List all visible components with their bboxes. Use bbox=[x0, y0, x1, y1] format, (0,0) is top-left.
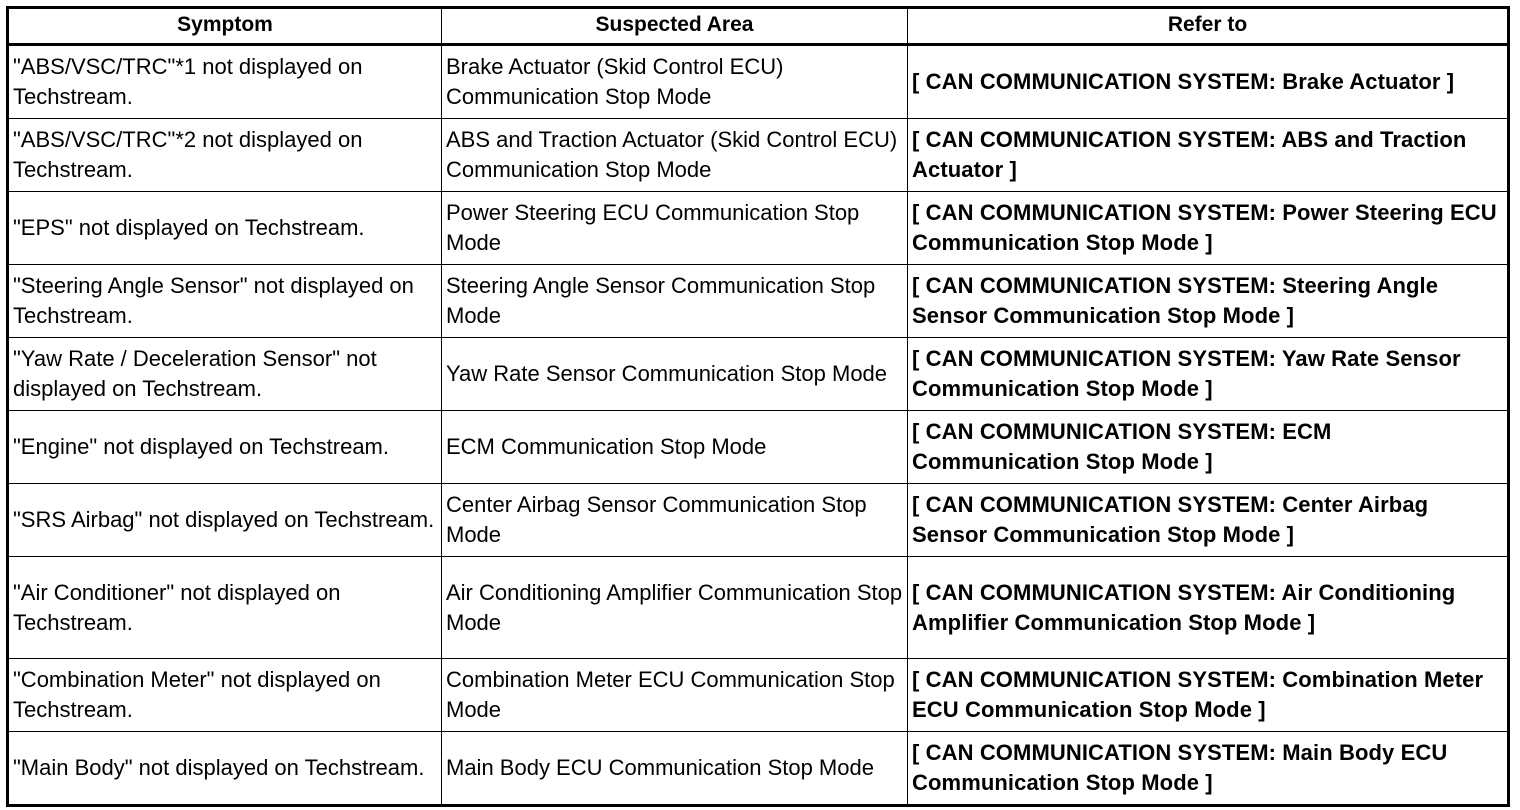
refer-to-link[interactable]: [ CAN COMMUNICATION SYSTEM: Steering Angle Sensor Communication Stop Mode ] bbox=[908, 265, 1509, 338]
table-row bbox=[8, 557, 1509, 659]
symptom-cell: "Main Body" not displayed on Techstream. bbox=[8, 732, 442, 806]
table-row bbox=[8, 659, 1509, 732]
table-row bbox=[8, 484, 1509, 557]
symptom-cell: "Engine" not displayed on Techstream. bbox=[8, 411, 442, 484]
table-row bbox=[8, 45, 1509, 119]
refer-to-link[interactable]: [ CAN COMMUNICATION SYSTEM: Main Body ECU Communication Stop Mode ] bbox=[908, 732, 1509, 806]
header-refer-to: Refer to bbox=[908, 8, 1509, 45]
table-row bbox=[8, 338, 1509, 411]
suspected-area-cell: Combination Meter ECU Communication Stop Mode bbox=[442, 659, 908, 732]
symptom-cell: "Steering Angle Sensor" not displayed on Techstream. bbox=[8, 265, 442, 338]
symptom-cell: "Yaw Rate / Deceleration Sensor" not displayed on Techstream. bbox=[8, 338, 442, 411]
table-row bbox=[8, 411, 1509, 484]
table-header-row bbox=[8, 8, 1509, 45]
refer-to-link[interactable]: [ CAN COMMUNICATION SYSTEM: Brake Actuator ] bbox=[908, 45, 1509, 119]
suspected-area-cell: Steering Angle Sensor Communication Stop Mode bbox=[442, 265, 908, 338]
refer-to-link[interactable]: [ CAN COMMUNICATION SYSTEM: Power Steering ECU Communication Stop Mode ] bbox=[908, 192, 1509, 265]
symptom-cell: "SRS Airbag" not displayed on Techstream. bbox=[8, 484, 442, 557]
table-row bbox=[8, 265, 1509, 338]
suspected-area-cell: Brake Actuator (Skid Control ECU) Communication Stop Mode bbox=[442, 45, 908, 119]
refer-to-link[interactable]: [ CAN COMMUNICATION SYSTEM: Combination Meter ECU Communication Stop Mode ] bbox=[908, 659, 1509, 732]
suspected-area-cell: Power Steering ECU Communication Stop Mode bbox=[442, 192, 908, 265]
suspected-area-cell: ECM Communication Stop Mode bbox=[442, 411, 908, 484]
refer-to-link[interactable]: [ CAN COMMUNICATION SYSTEM: Yaw Rate Sensor Communication Stop Mode ] bbox=[908, 338, 1509, 411]
table-row bbox=[8, 119, 1509, 192]
refer-to-link[interactable]: [ CAN COMMUNICATION SYSTEM: ABS and Traction Actuator ] bbox=[908, 119, 1509, 192]
table-row bbox=[8, 192, 1509, 265]
refer-to-link[interactable]: [ CAN COMMUNICATION SYSTEM: Center Airbag Sensor Communication Stop Mode ] bbox=[908, 484, 1509, 557]
refer-to-link[interactable]: [ CAN COMMUNICATION SYSTEM: ECM Communication Stop Mode ] bbox=[908, 411, 1509, 484]
symptom-cell: "ABS/VSC/TRC"*1 not displayed on Techstream. bbox=[8, 45, 442, 119]
suspected-area-cell: Main Body ECU Communication Stop Mode bbox=[442, 732, 908, 806]
symptom-cell: "Air Conditioner" not displayed on Techstream. bbox=[8, 557, 442, 659]
suspected-area-cell: Center Airbag Sensor Communication Stop Mode bbox=[442, 484, 908, 557]
header-symptom: Symptom bbox=[8, 8, 442, 45]
symptom-cell: "Combination Meter" not displayed on Techstream. bbox=[8, 659, 442, 732]
suspected-area-cell: Air Conditioning Amplifier Communication Stop Mode bbox=[442, 557, 908, 659]
suspected-area-cell: Yaw Rate Sensor Communication Stop Mode bbox=[442, 338, 908, 411]
header-suspected-area: Suspected Area bbox=[442, 8, 908, 45]
refer-to-link[interactable]: [ CAN COMMUNICATION SYSTEM: Air Conditioning Amplifier Communication Stop Mode ] bbox=[908, 557, 1509, 659]
suspected-area-cell: ABS and Traction Actuator (Skid Control ECU) Communication Stop Mode bbox=[442, 119, 908, 192]
symptom-table bbox=[6, 6, 1510, 807]
symptom-cell: "EPS" not displayed on Techstream. bbox=[8, 192, 442, 265]
table-row bbox=[8, 732, 1509, 806]
symptom-cell: "ABS/VSC/TRC"*2 not displayed on Techstream. bbox=[8, 119, 442, 192]
